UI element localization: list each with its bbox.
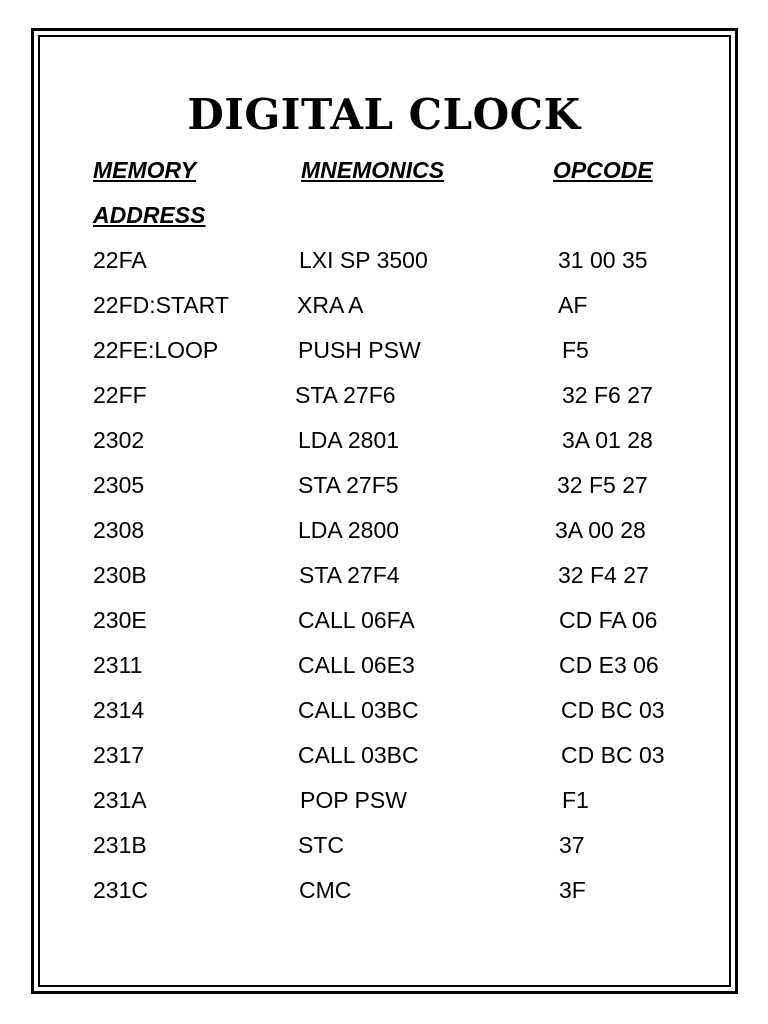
opcode-cell: 31 00 35: [558, 247, 648, 273]
mnemonic-cell: STA 27F5: [298, 472, 399, 498]
header-opcode: OPCODE: [553, 157, 653, 183]
page-title: DIGITAL CLOCK: [187, 90, 581, 139]
memory-address-cell: 2308: [93, 517, 145, 543]
opcode-cell: CD BC 03: [561, 697, 665, 723]
memory-address-cell: 2305: [93, 472, 145, 498]
memory-address-cell: 2302: [93, 427, 145, 453]
mnemonic-cell: CMC: [299, 877, 352, 903]
opcode-cell: 32 F6 27: [562, 382, 653, 408]
mnemonic-cell: STC: [298, 832, 344, 858]
memory-address-cell: 22FA: [93, 247, 147, 273]
mnemonic-cell: LDA 2800: [298, 517, 400, 543]
opcode-cell: AF: [558, 292, 588, 318]
memory-address-cell: 231A: [93, 787, 147, 813]
memory-address-cell: 2314: [93, 697, 145, 723]
memory-address-cell: 230E: [93, 607, 147, 633]
opcode-cell: 32 F4 27: [558, 562, 649, 588]
mnemonic-cell: STA 27F6: [295, 382, 396, 408]
mnemonic-cell: POP PSW: [300, 787, 407, 813]
mnemonic-cell: XRA A: [297, 292, 364, 318]
memory-address-cell: 2317: [93, 742, 145, 768]
memory-address-cell: 22FE:LOOP: [93, 337, 219, 363]
opcode-cell: CD FA 06: [559, 607, 658, 633]
opcode-cell: CD BC 03: [561, 742, 665, 768]
header-address: ADDRESS: [93, 202, 206, 228]
opcode-cell: F5: [562, 337, 589, 363]
memory-address-cell: 22FD:START: [93, 292, 229, 318]
mnemonic-cell: PUSH PSW: [298, 337, 421, 363]
header-memory: MEMORY: [93, 157, 197, 183]
header-mnemonics: MNEMONICS: [301, 157, 445, 183]
mnemonic-cell: CALL 06E3: [298, 652, 415, 678]
opcode-cell: 3A 00 28: [555, 517, 646, 543]
mnemonic-cell: LXI SP 3500: [299, 247, 428, 273]
opcode-cell: 32 F5 27: [557, 472, 648, 498]
opcode-cell: CD E3 06: [559, 652, 659, 678]
opcode-cell: 37: [559, 832, 585, 858]
memory-address-cell: 230B: [93, 562, 147, 588]
opcode-cell: 3F: [559, 877, 586, 903]
mnemonic-cell: CALL 06FA: [298, 607, 415, 633]
mnemonic-cell: STA 27F4: [299, 562, 400, 588]
opcode-cell: 3A 01 28: [562, 427, 653, 453]
mnemonic-cell: CALL 03BC: [298, 697, 419, 723]
memory-address-cell: 2311: [93, 652, 143, 678]
memory-address-cell: 231C: [93, 877, 148, 903]
memory-address-cell: 231B: [93, 832, 147, 858]
opcode-cell: F1: [562, 787, 589, 813]
mnemonic-cell: LDA 2801: [298, 427, 400, 453]
memory-address-cell: 22FF: [93, 382, 147, 408]
mnemonic-cell: CALL 03BC: [298, 742, 419, 768]
